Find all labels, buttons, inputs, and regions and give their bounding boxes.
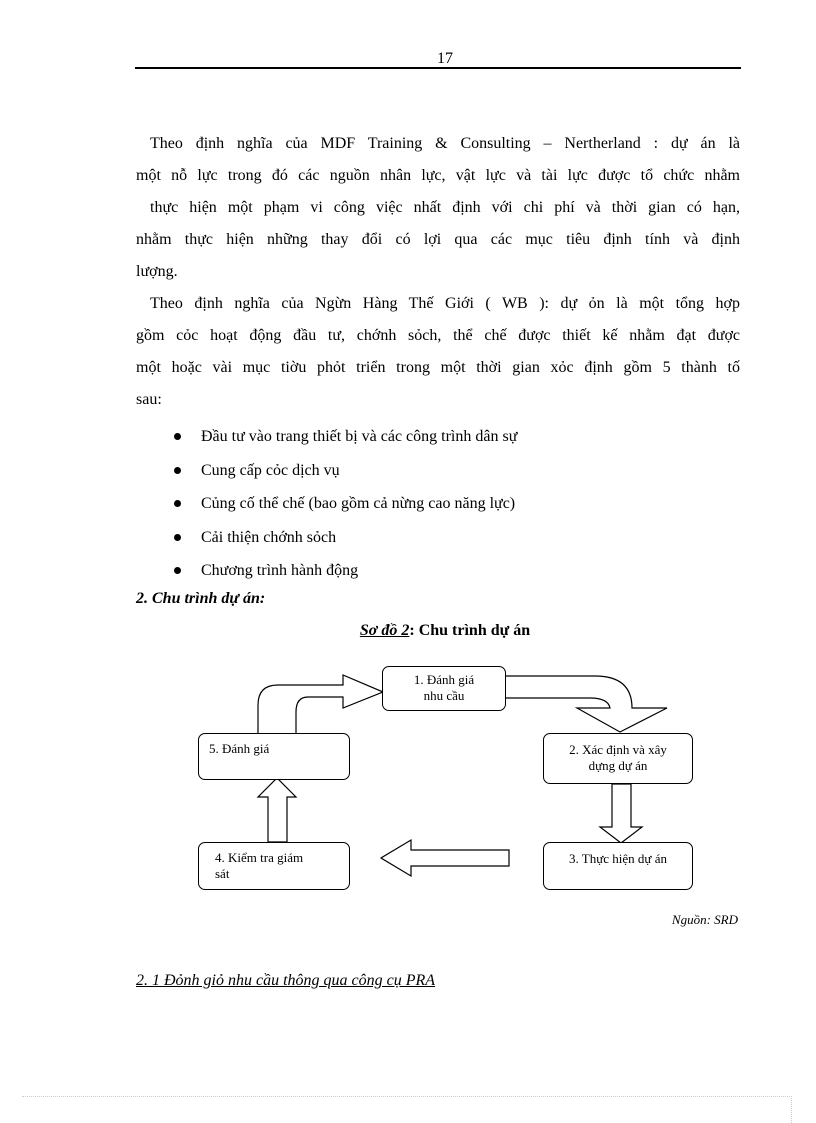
arrow-5-to-1 (258, 675, 383, 738)
paragraph-line: một nỗ lực trong đó các nguồn nhân lực, vật lực và tài lực được tổ chức nhằm (136, 167, 740, 184)
list-item-text: Cải thiện chớnh sỏch (201, 528, 337, 546)
step-2-box (543, 733, 693, 784)
page-right-border (791, 1096, 792, 1123)
arrow-1-to-2 (505, 676, 667, 732)
page-bottom-border (22, 1096, 792, 1097)
paragraph-line: gồm cỏc hoạt động đầu tư, chớnh sỏch, thể chế được thiết kế nhằm đạt được (136, 327, 740, 344)
step-4-label-line1: 4. Kiểm tra giám (215, 850, 304, 865)
subsection-title: 2. 1 Đỏnh giỏ nhu cầu thông qua công cụ PRA (136, 972, 436, 989)
paragraph-line: một hoặc vài mục tiờu phỏt triển trong một thời gian xỏc định gồm 5 thành tố (136, 359, 740, 376)
step-4-box (198, 842, 350, 890)
paragraph-line: Theo định nghĩa của MDF Training & Consulting – Nertherland : dự án là (150, 135, 740, 152)
arrow-4-to-5 (258, 778, 296, 842)
arrow-2-to-3 (600, 784, 642, 843)
list-item-text: Chương trình hành động (201, 562, 359, 579)
step-1-box (382, 666, 506, 711)
paragraph-line: nhằm thực hiện những thay đổi có lợi qua các mục tiêu định tính và định (136, 231, 740, 248)
paragraph-line: lượng. (136, 263, 178, 280)
list-item-text: Cung cấp cỏc dịch vụ (201, 461, 340, 479)
section-title: 2. Chu trình dự án: (136, 590, 266, 607)
diagram-title-suffix: : Chu trình dự án (409, 622, 531, 639)
paragraph-line: thực hiện một phạm vi công việc nhất định với chi phí và thời gian có hạn, (150, 199, 740, 216)
step-5-label: 5. Đánh giá (209, 741, 270, 756)
page-number: 17 (437, 50, 453, 67)
diagram-source: Nguồn: SRD (671, 912, 738, 927)
step-3-label: 3. Thực hiện dự án (569, 851, 667, 866)
paragraph-line: sau: (136, 391, 162, 408)
list-item-text: Củng cố thể chế (bao gồm cả nừng cao năng lực) (201, 495, 516, 512)
step-4-label-line2: sát (215, 866, 230, 881)
step-1-label-line1: 1. Đánh giá (413, 672, 475, 687)
step-3-box (543, 842, 693, 890)
step-2-label-line2: dựng dự án (588, 758, 648, 773)
arrow-3-to-4 (381, 840, 509, 876)
step-2-label-line1: 2. Xác định và xây (569, 742, 667, 757)
step-1-label-line2: nhu cầu (423, 688, 465, 703)
paragraph-line: Theo định nghĩa của Ngừn Hàng Thế Giới ( WB ): dự ỏn là một tổng hợp (150, 295, 740, 312)
list-item-text: Đầu tư vào trang thiết bị và các công trình dân sự (201, 428, 518, 445)
diagram-title-prefix: Sơ đồ 2 (359, 622, 410, 639)
step-5-box (198, 733, 350, 780)
